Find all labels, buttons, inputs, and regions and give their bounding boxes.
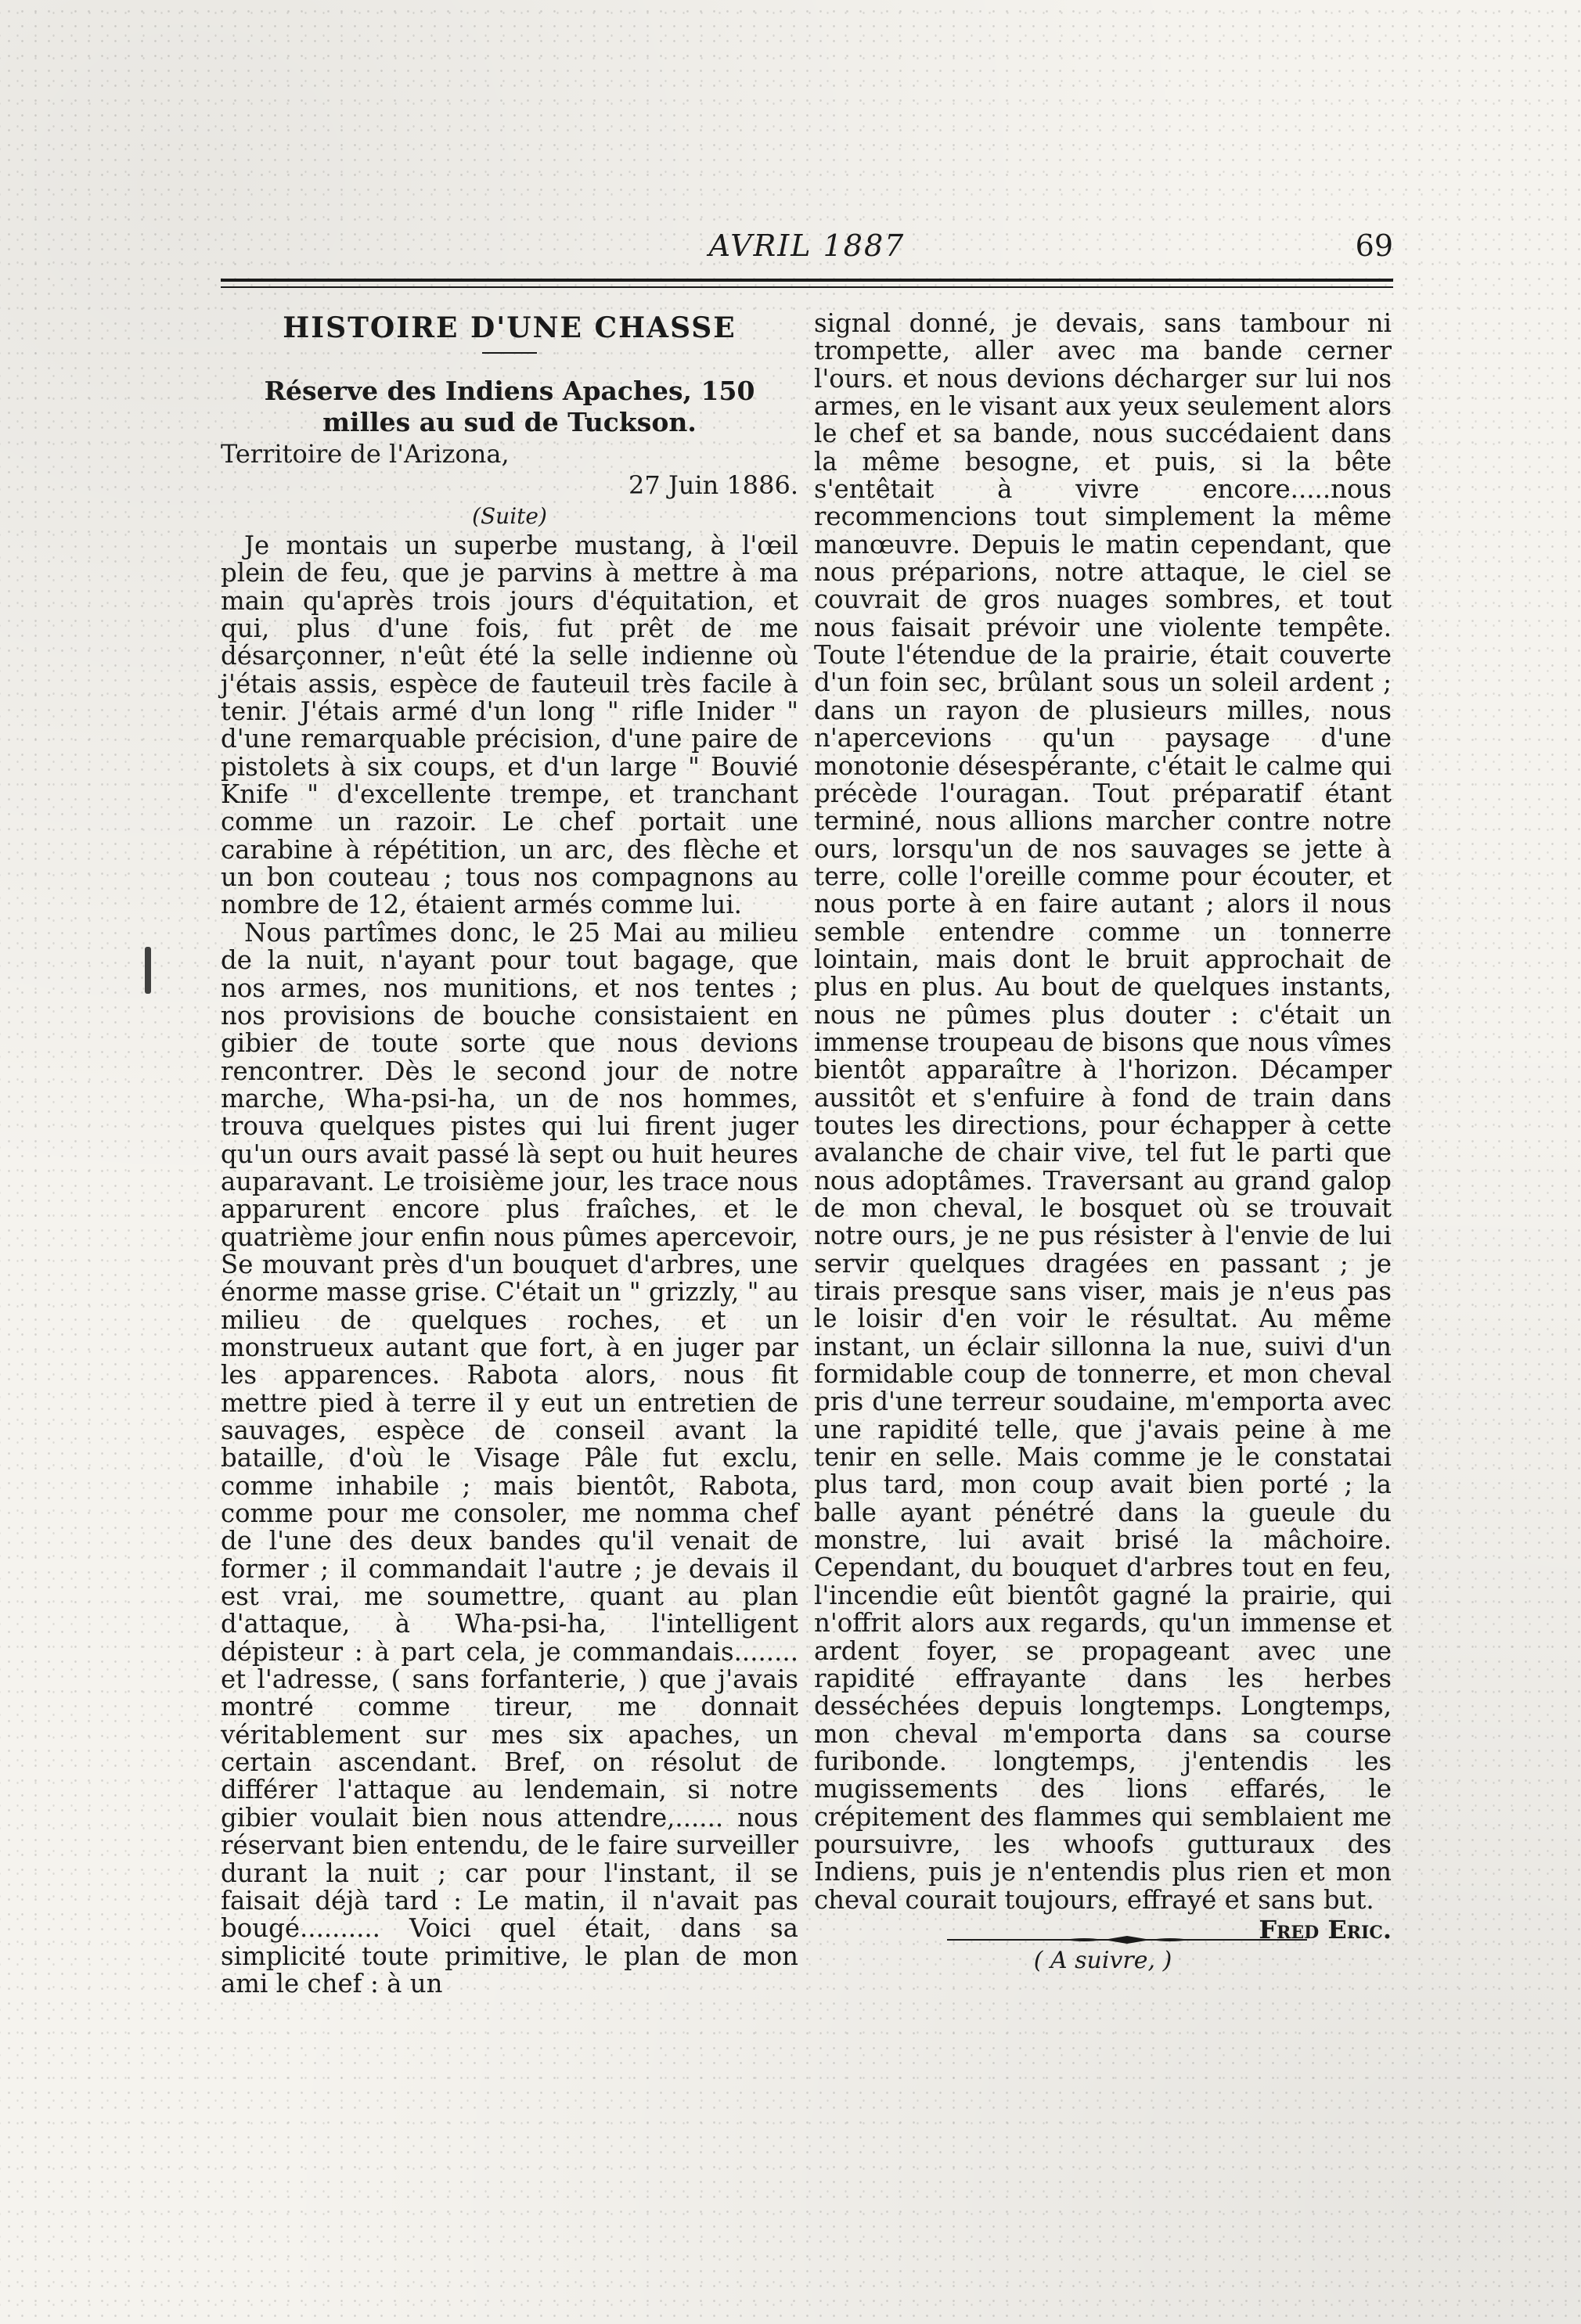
suite-label: (Suite) — [472, 503, 547, 529]
author-signature: Fred Eric. — [1259, 1914, 1392, 1944]
page-header — [221, 228, 1393, 275]
title-divider — [482, 352, 537, 354]
paragraph: signal donné, je devais, sans tambour ni trompette, aller avec ma bande cerner l'ours. et nous devions décharger sur lui nos armes, en le visant aux yeux seulement alors le chef et sa bande, nous succédaient dans la même besogne, et puis, si la bête s'entêtait à vivre encore.....nous recommencions tout simplement la même manœuvre. Depuis le matin cependant, que nous préparions, notre attaque, le ciel se couvrait de gros nuages sombres, et tout nous faisait prévoir une violente tempête. Toute l'étendue de la prairie, était couverte d'un foin sec, brûlant sous un soleil ardent ; dans un rayon de plusieurs milles, nous n'apercevions qu'un paysage d'une monotonie désespérante, c'était le calme qui précède l'ouragan. Tout préparatif étant terminé, nous allions marcher contre notre ours, lorsqu'un de nos sauvages se jette à terre, colle l'oreille comme pour écouter, et nous porte à en faire autant ; alors il nous semble entendre comme un tonnerre lointain, mais dont le bruit approchait de plus en plus. Au bout de quelques instants, nous ne pûmes plus douter : c'était un immense troupeau de bisons que nous vîmes bientôt apparaître à l'horizon. Décamper aussitôt et s'enfuire à fond de train dans toutes les directions, pour échapper à cette avalanche de chair vive, tel fut le parti que nous adoptâmes. Traversant au grand galop de mon cheval, le bosquet où se trouvait notre ours, je ne pus résister à l'envie de lui servir quelques dragées en passant ; je tirais presque sans viser, mais je n'eus pas le loisir d'en voir le résultat. Au même instant, un éclair sillonna la nue, suivi d'un formidable coup de tonnerre, et mon cheval pris d'une terreur soudaine, m'emporta avec une rapidité telle, que j'avais peine à me tenir en selle. Mais comme je le constatai plus tard, mon coup avait bien porté ; la balle ayant pénétré dans la gueule du monstre, lui avait brisé la mâchoire. Cependant, du bouquet d'arbres tout en feu, l'incendie eût bientôt gagné la prairie, qui n'offrit alors aux regards, qu'un immense et ardent foyer, se propageant avec une rapidité effrayante dans les herbes desséchées depuis longtemps. Longtemps, mon cheval m'emporta dans sa course furibonde. longtemps, j'entendis les mugissements des lions effarés, le crépitement des flammes qui semblaient me poursuivre, les whoofs gutturaux des Indiens, puis je n'entendis plus rien et mon cheval courait toujours, effrayé et sans but. — [814, 308, 1392, 1915]
article-title: HISTOIRE D'UNE CHASSE — [283, 311, 736, 344]
page-number: 69 — [1355, 228, 1393, 263]
to-be-continued: ( A suivre, ) — [1033, 1946, 1172, 1974]
header-rule-thin — [221, 286, 1393, 288]
paragraph: Nous partîmes donc, le 25 Mai au milieu de la nuit, n'ayant pour tout bagage, que nos armes, nos munitions, et nos tentes ; nos provisions de bouche consistaient en gibier de toute sorte que nous devions rencontrer. Dès le second jour de notre marche, Wha-psi-ha, un de nos hommes, trouva quelques pistes qui lui firent juger qu'un ours avait passé là sept ou huit heures auparavant. Le troisième jour, les trace nous apparurent encore plus fraîches, et le quatrième jour enfin nous pûmes apercevoir, Se mouvant près d'un bouquet d'arbres, une énorme masse grise. C'était un " grizzly, " au milieu de quelques roches, et un monstrueux autant que fort, à en juger par les apparences. Rabota alors, nous fit mettre pied à terre il y eut un entretien de sauvages, espèce de conseil avant la bataille, d'où le Visage Pâle fut exclu, comme inhabile ; mais bientôt, Rabota, comme pour me consoler, me nomma chef de l'une des deux bandes qu'il venait de former ; il commandait l'autre ; je devais il est vrai, me soumettre, quant au plan d'attaque, à Wha-psi-ha, l'intelligent dépisteur : à part cela, je commandais........ et l'adresse, ( sans forfanterie, ) que j'avais montré comme tireur, me donnait véritablement sur mes six apaches, un certain ascendant. Bref, on résolut de différer l'attaque au lendemain, si notre gibier voulait bien nous attendre,...... nous réservant bien entendu, de le faire surveiller durant la nuit ; car pour l'instant, il se faisait déjà tard : Le matin, il n'avait pas bougé.......... Voici quel était, dans sa simplicité toute primitive, le plan de mon ami le chef : à un — [221, 917, 798, 1998]
paragraph: Je montais un superbe mustang, à l'œil plein de feu, que je parvins à mettre à ma main qu'après trois jours d'équitation, et qui, plus d'une fois, fut prêt de me désarçonner, n'eût été la selle indienne où j'étais assis, espèce de fauteuil très facile à tenir. J'étais armé d'un long " rifle Inider " d'une remarquable précision, d'une paire de pistolets à six coups, et d'un large " Bouvié Knife " d'excellente trempe, et tranchant comme un razoir. Le chef portait une carabine à répétition, un arc, des flèche et un bon couteau ; tous nos compagnons au nombre de 12, étaient armés comme lui. — [221, 531, 798, 920]
header-rule-thick — [221, 279, 1393, 282]
right-column — [814, 310, 1392, 1977]
header-date: AVRIL 1887 — [708, 228, 906, 263]
end-ornament — [947, 1934, 1307, 1945]
article-place: Territoire de l'Arizona, — [221, 439, 510, 469]
article-subtitle: Réserve des Indiens Apaches, 150 milles au sud de Tuckson. — [264, 376, 755, 437]
article-dateline: 27 Juin 1886. — [628, 470, 798, 500]
left-column — [221, 310, 798, 1998]
margin-ink-mark — [145, 947, 151, 994]
